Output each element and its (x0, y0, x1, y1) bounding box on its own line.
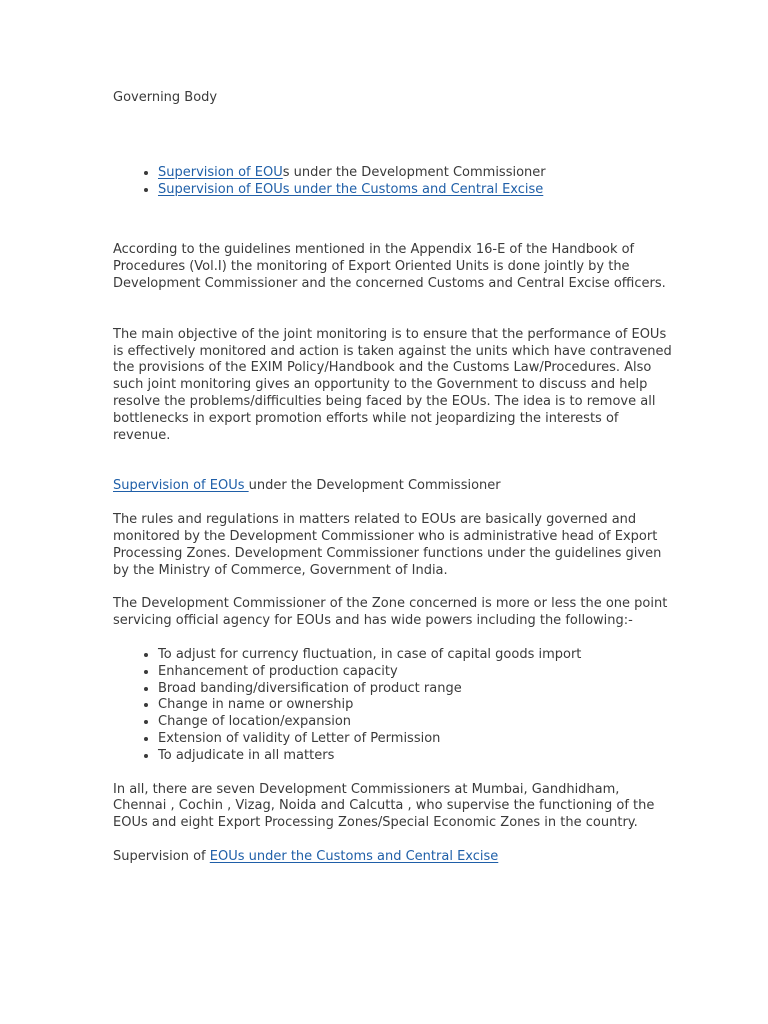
list-item: • To adjust for currency fluctuation, in case of capital goods import (158, 647, 673, 664)
supervision-customs-link[interactable]: Supervision of EOUs under the Customs and Central Excise (158, 181, 544, 197)
list-item: • Extension of validity of Letter of Permission (158, 731, 673, 748)
list-item: • Broad banding/diversification of product range (158, 681, 673, 698)
paragraph-guidelines: According to the guidelines mentioned in the Appendix 16-E of the Handbook of Procedures (Vol.I) the monitoring of Export Oriented Units is done jointly by the Development Commissioner and the concerned Customs and Central Excise officers. (113, 242, 666, 291)
section-dc-link[interactable]: Supervision of EOUs (113, 478, 249, 494)
paragraph-rules: The rules and regulations in matters related to EOUs are basically governed and monitored by the Development Commissioner who is administrative head of Export Processing Zones. Development Commissioner functions under the guidelines given by the Ministry of Commerce, Government of India. (113, 512, 662, 578)
section-heading-dc (113, 478, 673, 495)
paragraph-dc-powers: The Development Commissioner of the Zone concerned is more or less the one point servicing official agency for EOUs and has wide powers including the following:- (113, 596, 668, 629)
document-body (113, 90, 673, 866)
section-heading-text: under the Development Commissioner (248, 478, 501, 494)
supervision-dc-link[interactable]: Supervision of EOU (158, 164, 283, 180)
contents-list (113, 165, 673, 199)
powers-list (113, 647, 673, 765)
list-item-text: s under the Development Commissioner (282, 164, 546, 180)
section-heading-text: Supervision of (113, 848, 210, 864)
section-heading-customs (113, 849, 673, 866)
page-title: Governing Body (113, 90, 218, 105)
list-item (158, 182, 673, 199)
list-item: • Change of location/expansion (158, 714, 673, 731)
list-item: • To adjudicate in all matters (158, 748, 673, 765)
list-item (158, 165, 673, 182)
list-item: • Change in name or ownership (158, 697, 673, 714)
paragraph-commissioners: In all, there are seven Development Commissioners at Mumbai, Gandhidham, Chennai , Cochin , Vizag, Noida and Calcutta , who supervise the functioning of the EOUs and eight Export Processing Zones/Special Economic Zones in the country. (113, 781, 655, 831)
section-customs-link[interactable]: EOUs under the Customs and Central Excise (209, 848, 499, 864)
paragraph-objective: The main objective of the joint monitoring is to ensure that the performance of EOUs is effectively monitored and action is taken against the units which have contravened the provisions of the EXIM Policy/Handbook and the Customs Law/Procedures. Also such joint monitoring gives an opportunity to the Government to discuss and help resolve the problems/difficulties being faced by the EOUs. The idea is to remove all bottlenecks in export promotion efforts while not jeopardizing the interests of revenue. (113, 326, 672, 443)
list-item: • Enhancement of production capacity (158, 664, 673, 681)
